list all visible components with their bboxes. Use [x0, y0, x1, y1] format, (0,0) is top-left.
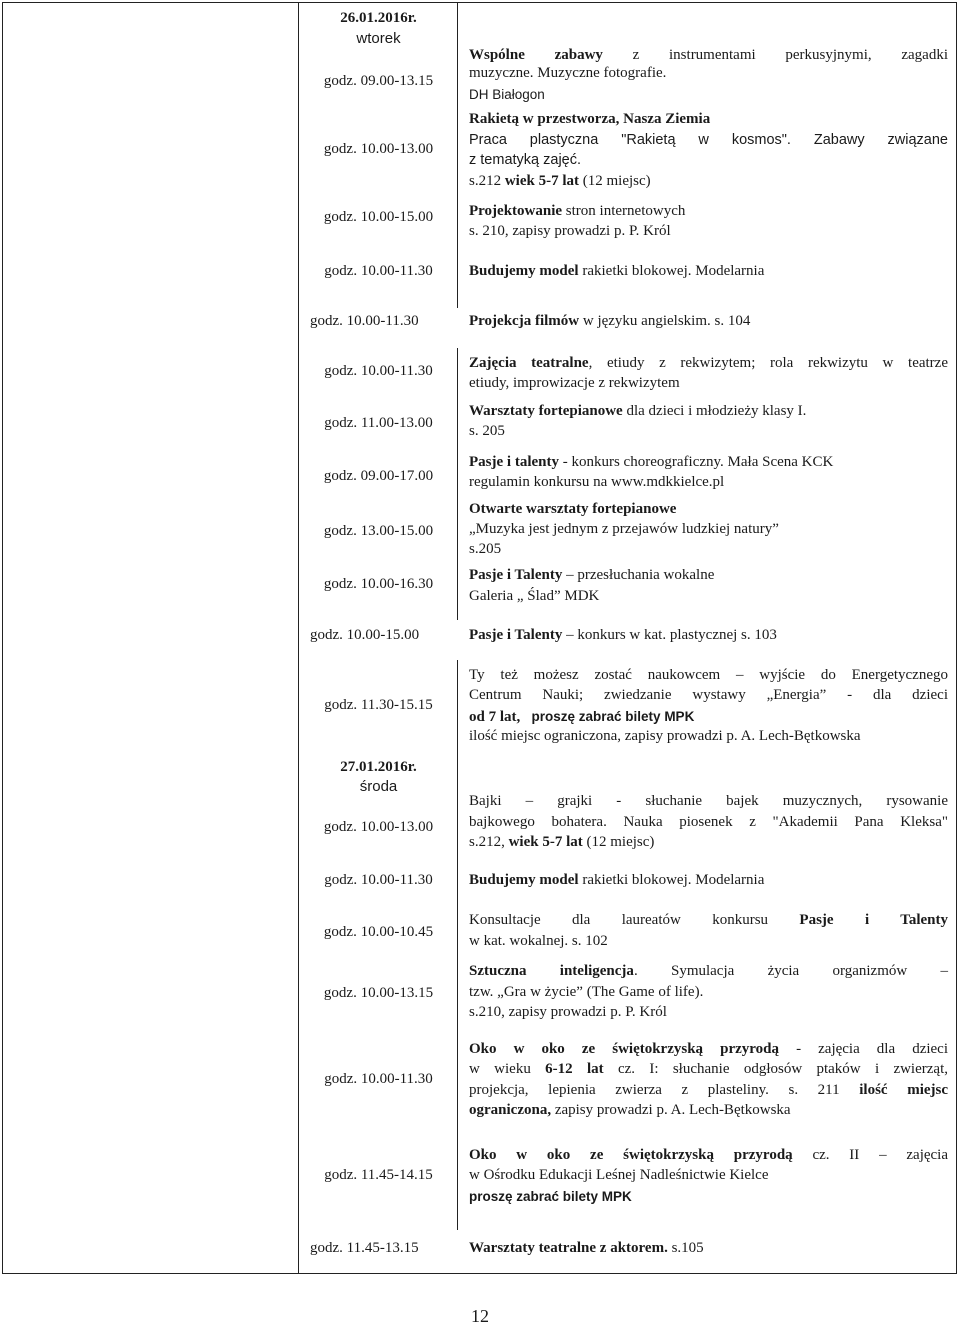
- event-line: ograniczona, zapisy prowadzi p. A. Lech-Bętkowska: [469, 1102, 791, 1118]
- event-line: bajkowego bohatera. Nauka piosenek z "Akademii Pana Kleksa": [469, 814, 948, 830]
- time-slot: godz. 10.00-11.30: [324, 1071, 433, 1087]
- time-slot: godz. 10.00-13.00: [323, 819, 434, 835]
- event-line: Zajęcia teatralne, etiudy z rekwizytem; rola rekwizytu w teatrze: [469, 355, 948, 371]
- column-divider: [457, 660, 458, 1230]
- event-line: Bajki – grajki - słuchanie bajek muzycznych, rysowanie: [469, 793, 948, 809]
- event-line: w kat. wokalnej. s. 102: [469, 933, 608, 949]
- event-line: od 7 lat, proszę zabrać bilety MPK: [469, 709, 695, 725]
- event-line: Galeria „ Ślad” MDK: [469, 588, 600, 604]
- event-location: DH Białogon: [469, 87, 545, 102]
- event-line: s. 205: [469, 423, 505, 439]
- event-line: s. 210, zapisy prowadzi p. P. Król: [469, 223, 671, 239]
- event-line: Wspólne zabawy z instrumentami perkusyjnymi, zagadki: [469, 47, 948, 63]
- event-line: muzyczne. Muzyczne fotografie.: [469, 65, 667, 81]
- event-line: Pasje i Talenty – konkurs w kat. plastycznej s. 103: [469, 627, 777, 643]
- event-line: Pasje i talenty - konkurs choreograficzny. Mała Scena KCK: [469, 454, 834, 470]
- time-slot: godz. 10.00-13.15: [323, 985, 434, 1001]
- left-column-border: [2, 2, 299, 1274]
- event-line: Praca plastyczna "Rakietą w kosmos". Zabawy związane: [469, 132, 948, 148]
- event-line: Konsultacje dla laureatów konkursu Pasje i Talenty: [469, 912, 948, 928]
- page-number: 12: [471, 1306, 489, 1326]
- day-date: 27.01.2016r.: [340, 759, 417, 775]
- event-line: Warsztaty fortepianowe dla dzieci i młodzieży klasy I.: [469, 403, 807, 419]
- event-line: Budujemy model rakietki blokowej. Modelarnia: [469, 872, 765, 888]
- event-line: w Ośrodku Edukacji Leśnej Nadleśnictwie Kielce: [469, 1167, 769, 1183]
- column-divider: [457, 2, 458, 308]
- event-line: Centrum Nauki; zwiedzanie wystawy „Energia” - dla dzieci: [469, 687, 948, 703]
- time-slot: godz. 09.00-13.15: [323, 73, 434, 89]
- time-slot: godz. 10.00-11.30: [324, 872, 433, 888]
- time-slot: godz. 09.00-17.00: [323, 468, 434, 484]
- time-slot: godz. 10.00-16.30: [323, 576, 434, 592]
- day-date: 26.01.2016r.: [340, 10, 417, 26]
- time-slot: godz. 11.00-13.00: [324, 415, 433, 431]
- column-divider: [457, 348, 458, 620]
- time-slot: godz. 10.00-11.30: [324, 363, 433, 379]
- day-weekday: wtorek: [356, 30, 401, 47]
- time-slot: godz. 13.00-15.00: [323, 523, 434, 539]
- event-line: ilość miejsc ograniczona, zapisy prowadzi p. A. Lech-Bętkowska: [469, 728, 861, 744]
- event-line: s.212, wiek 5-7 lat (12 miejsc): [469, 834, 655, 850]
- time-slot: godz. 10.00-13.00: [323, 141, 434, 157]
- time-slot: godz. 11.45-14.15: [324, 1167, 433, 1183]
- event-line: s.210, zapisy prowadzi p. P. Król: [469, 1004, 667, 1020]
- event-line: Budujemy model rakietki blokowej. Modelarnia: [469, 263, 765, 279]
- event-line: „Muzyka jest jednym z przejawów ludzkiej natury”: [469, 521, 779, 537]
- event-line: Sztuczna inteligencja. Symulacja życia organizmów –: [469, 963, 948, 979]
- time-slot: godz. 10.00-10.45: [323, 924, 434, 940]
- event-line: Oko w oko ze świętokrzyską przyrodą cz. II – zajęcia: [469, 1147, 948, 1163]
- time-slot: godz. 10.00-15.00: [310, 627, 420, 643]
- event-line: Oko w oko ze świętokrzyską przyrodą - zajęcia dla dzieci: [469, 1041, 949, 1057]
- event-line: etiudy, improwizacje z rekwizytem: [469, 375, 680, 391]
- event-line: s.212 wiek 5-7 lat (12 miejsc): [469, 173, 651, 189]
- event-line: w wieku 6-12 lat cz. I: słuchanie odgłosów ptaków i zwierząt,: [469, 1061, 948, 1077]
- event-line: Projektowanie stron internetowych: [469, 203, 686, 219]
- event-line: Pasje i Talenty – przesłuchania wokalne: [469, 567, 715, 583]
- event-title: Rakietą w przestworza, Nasza Ziemia: [469, 111, 711, 127]
- time-slot: godz. 11.45-13.15: [310, 1240, 419, 1256]
- event-line: s.205: [469, 541, 502, 557]
- event-line: tzw. „Gra w życie” (The Game of life).: [469, 984, 704, 1000]
- event-line: regulamin konkursu na www.mdkkielce.pl: [469, 474, 725, 490]
- day-weekday: środa: [359, 778, 398, 795]
- event-line: Ty też możesz zostać naukowcem – wyjście do Energetycznego: [469, 667, 948, 683]
- time-slot: godz. 10.00-11.30: [310, 313, 419, 329]
- event-line: Warsztaty teatralne z aktorem. s.105: [469, 1240, 704, 1256]
- event-note: proszę zabrać bilety MPK: [469, 1189, 632, 1204]
- time-slot: godz. 10.00-15.00: [323, 209, 434, 225]
- event-line: z tematyką zajęć.: [469, 152, 582, 168]
- time-slot: godz. 10.00-11.30: [324, 263, 433, 279]
- event-line: Projekcja filmów w języku angielskim. s. 104: [469, 313, 751, 329]
- event-line: projekcja, lepienia zwierza z plasteliny. s. 211 ilość miejsc: [469, 1082, 949, 1098]
- event-title: Otwarte warsztaty fortepianowe: [469, 501, 677, 517]
- time-slot: godz. 11.30-15.15: [324, 697, 433, 713]
